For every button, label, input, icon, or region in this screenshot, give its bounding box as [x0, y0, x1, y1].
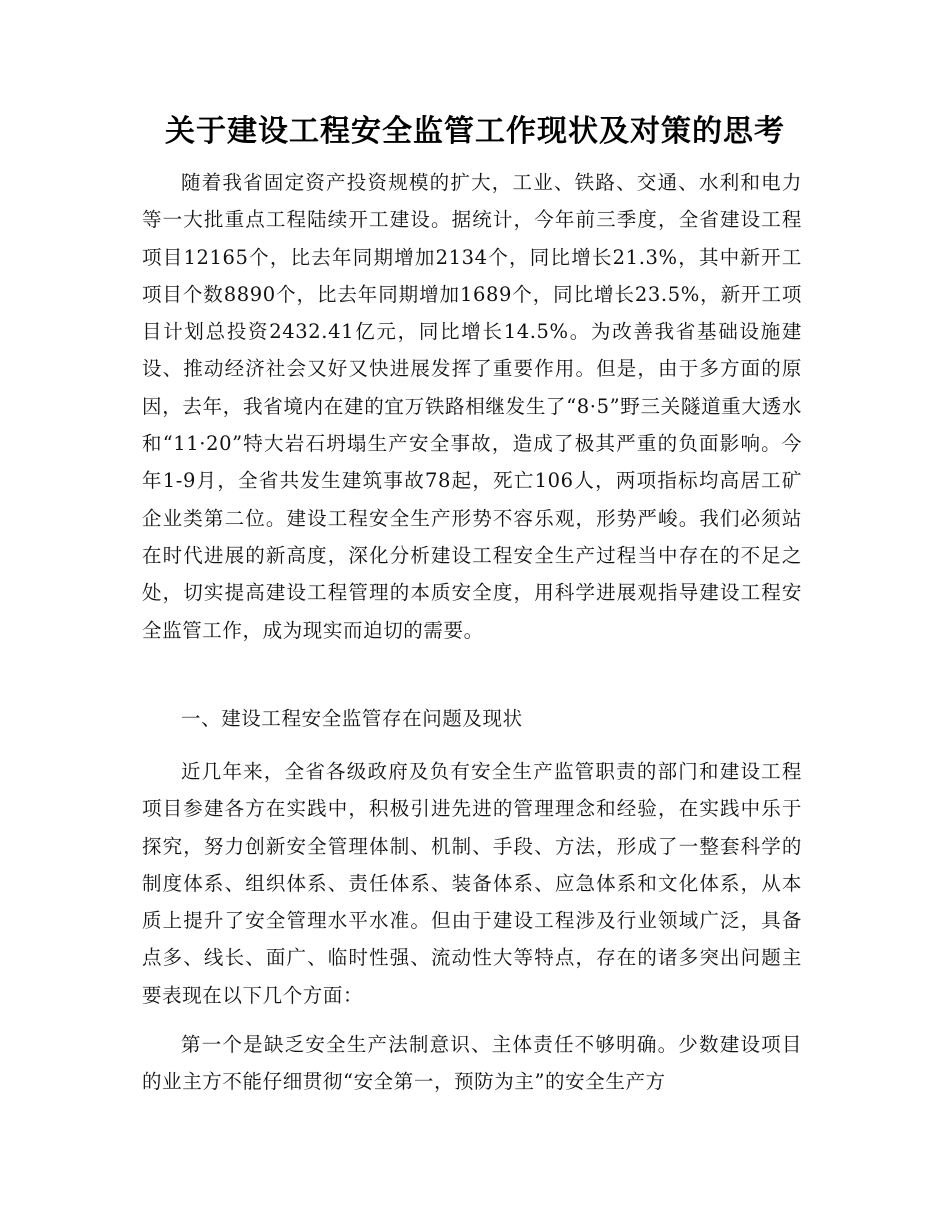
body-paragraph: 第一个是缺乏安全生产法制意识、主体责任不够明确。少数建设项目的业主方不能仔细贯彻“安全第一，预防为主”的安全生产方 — [142, 1033, 802, 1094]
body-paragraph: 近几年来，全省各级政府及负有安全生产监管职责的部门和建设工程项目参建各方在实践中，积极引进先进的管理理念和经验，在实践中乐于探究，努力创新安全管理体制、机制、手段、方法，形成了一整套科学的制度体系、组织体系、责任体系、装备体系、应急体系和文化体系，从本质上提升了安全管理水平水准。但由于建设工程涉及行业领域广泛，具备点多、线长、面广、临时性强、流动性大等特点，存在的诸多突出问题主要表现在以下几个方面： — [142, 760, 802, 1007]
document-title: 关于建设工程安全监管工作现状及对策的思考 — [165, 114, 785, 149]
intro-paragraph: 随着我省固定资产投资规模的扩大，工业、铁路、交通、水利和电力等一大批重点工程陆续开工建设。据统计，今年前三季度，全省建设工程项目12165个，比去年同期增加2134个，同比增长21.3%，其中新开工项目个数8890个，比去年同期增加1689个，同比增长23.5%，新开工项目计划总投资2432.41亿元，同比增长14.5%。为改善我省基础设施建设、推动经济社会又好又快进展发挥了重要作用。但是，由于多方面的原因，去年，我省境内在建的宜万铁路相继发生了“8·5”野三关隧道重大透水和“11·20”特大岩石坍塌生产安全事故，造成了极其严重的负面影响。今年1-9月，全省共发生建筑事故78起，死亡106人，两项指标均高居工矿企业类第二位。建设工程安全生产形势不容乐观，形势严峻。我们必须站在时代进展的新高度，深化分析建设工程安全生产过程当中存在的不足之处，切实提高建设工程管理的本质安全度，用科学进展观指导建设工程安全监管工作，成为现实而迫切的需要。 — [142, 171, 802, 642]
section-heading: 一、建设工程安全监管存在问题及现状 — [181, 707, 523, 730]
